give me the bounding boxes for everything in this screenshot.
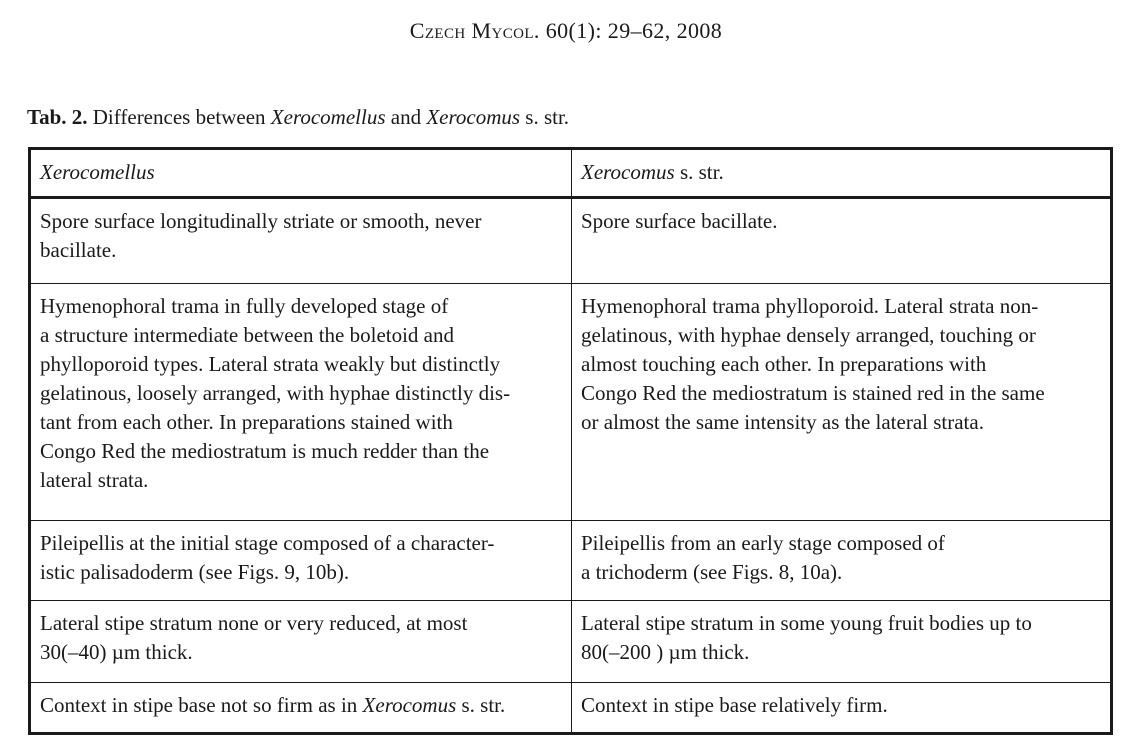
table-row <box>30 284 1112 521</box>
table-row <box>30 198 1112 284</box>
table-cell-right: Pileipellis from an early stage composed of a trichoderm (see Figs. 8, 10a). <box>572 521 1112 601</box>
table-cell-left: Lateral stipe stratum none or very reduced, at most 30(–40) µm thick. <box>30 601 572 683</box>
table-cell-left: Spore surface longitudinally striate or smooth, never bacillate. <box>30 198 572 284</box>
table-cell-left: Context in stipe base not so firm as in Xerocomus s. str. <box>30 683 572 734</box>
table-cell-left: Pileipellis at the initial stage composed of a character- istic palisadoderm (see Figs. 9, 10b). <box>30 521 572 601</box>
table-header-row <box>30 149 1112 198</box>
table-cell-right: Spore surface bacillate. <box>572 198 1112 284</box>
table-header-cell-xerocomus: Xerocomus s. str. <box>572 149 1112 198</box>
table-header-cell-xerocomellus: Xerocomellus <box>30 149 572 198</box>
table-row <box>30 521 1112 601</box>
table-row <box>30 601 1112 683</box>
journal-header: Czech Mycol. 60(1): 29–62, 2008 <box>409 18 723 43</box>
table-row <box>30 683 1112 734</box>
table-cell-right: Context in stipe base relatively firm. <box>572 683 1112 734</box>
table-caption: Tab. 2. Differences between Xerocomellus and Xerocomus s. str. <box>27 105 570 129</box>
table-cell-right: Lateral stipe stratum in some young fruit bodies up to 80(–200 ) µm thick. <box>572 601 1112 683</box>
comparison-table <box>28 147 1113 735</box>
table-cell-right: Hymenophoral trama phylloporoid. Lateral strata non- gelatinous, with hyphae densely arranged, touching or almost touching each other. In preparations with Congo Red the mediostratum is stained red in the same or almost the same intensity as the lateral strata. <box>572 284 1112 521</box>
table-cell-left: Hymenophoral trama in fully developed stage of a structure intermediate between the boletoid and phylloporoid types. Lateral strata weakly but distinctly gelatinous, loosely arranged, with hyphae distinctly dis- tant from each other. In preparations stained with Congo Red the mediostratum is much redder than the lateral strata. <box>30 284 572 521</box>
